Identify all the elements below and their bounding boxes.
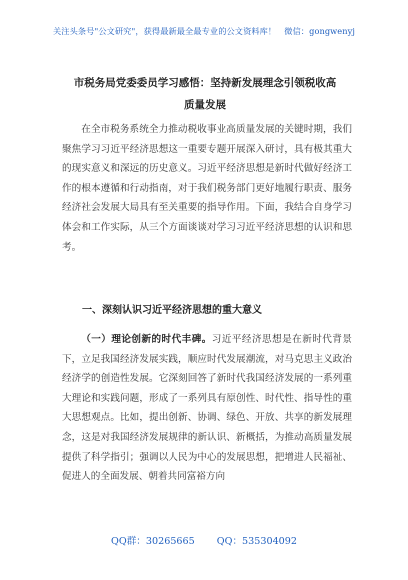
intro-paragraph: 在全市税务系统全力推动税收事业高质量发展的关键时期，我们聚焦学习习近平经济思想这一重要专题开展深入研讨，具有极其重大的现实意义和深远的历史意义。习近平经济思想是新时代做好经济工作的根本遵循和行动指南，对于我们税务部门更好地履行职责、服务经济社会发展大局具有至关重要的指导作用。下面，我结合自身学习体会和工作实际，从三个方面谈谈对学习习近平经济思想的认识和思考。 xyxy=(62,124,352,253)
promo-banner-text: 关注头条号"公文研究"，获得最新最全最专业的公文资料库！ xyxy=(53,26,277,36)
contact-footer xyxy=(0,533,408,547)
title-line-1: 市税务局党委委员学习感悟：坚持新发展理念引领税收高 xyxy=(73,77,337,89)
document-title xyxy=(70,72,340,116)
subsection-lead: （一）理论创新的时代丰碑。 xyxy=(81,334,212,345)
subsection-body: 习近平经济思想是在新时代背景下，立足我国经济发展实践，顺应时代发展潮流，对马克思主义政治经济学的创造性发展。它深刻回答了新时代我国经济发展的一系列重大理论和实践问题，形成了一系列具有原创性、时代性、指导性的重大思想观点。比如，提出创新、协调、绿色、开放、共享的新发展理念，这是对我国经济发展规律的新认识、新概括，为推动高质量发展提供了科学指引；强调以人民为中心的发展思想，把增进人民福祉、促进人的全面发展、朝着共同富裕方向 xyxy=(62,334,352,483)
subsection-paragraph-1 xyxy=(62,330,352,487)
section-heading-1: 一、深刻认识习近平经济思想的重大意义 xyxy=(82,305,262,316)
wechat-id: 微信：gongwenyj xyxy=(284,26,355,36)
qq-group-number: QQ群：30265665 xyxy=(110,536,195,547)
title-line-2: 质量发展 xyxy=(184,99,226,111)
qq-number: QQ：535304092 xyxy=(216,536,297,547)
promo-banner[interactable] xyxy=(0,26,408,37)
